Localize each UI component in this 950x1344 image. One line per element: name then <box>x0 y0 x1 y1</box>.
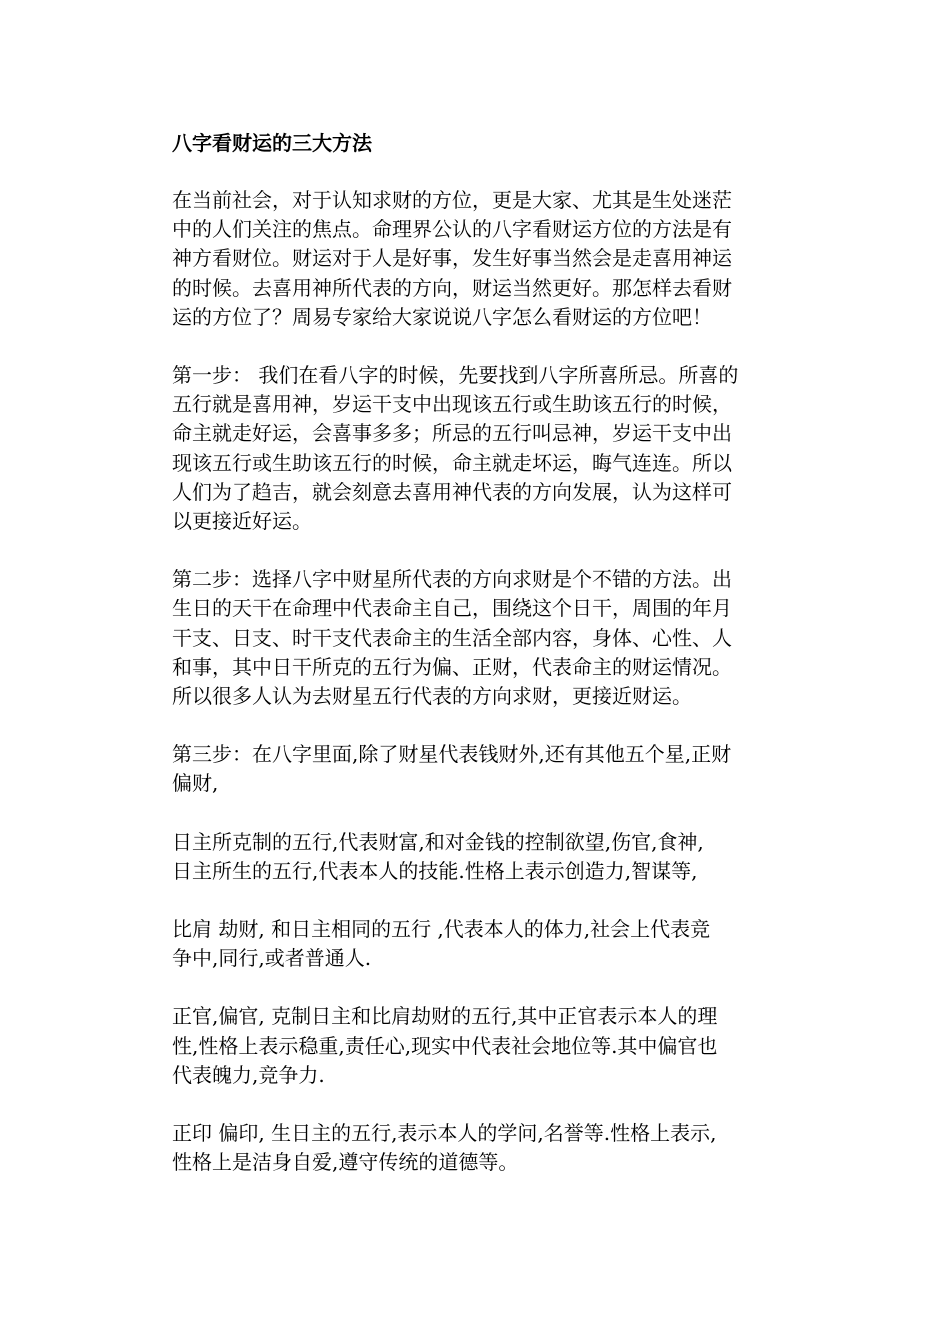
text-line: 以更接近好运。 <box>172 509 312 534</box>
text-line: 干支、日支、时干支代表命主的生活全部内容，身体、心性、人 <box>172 625 732 650</box>
text-line: 神方看财位。财运对于人是好事，发生好事当然会是走喜用神运 <box>172 246 732 271</box>
text-line: 在当前社会，对于认知求财的方位，更是大家、尤其是生处迷茫 <box>172 188 732 212</box>
paragraph <box>172 915 812 973</box>
paragraph <box>172 565 812 711</box>
text-line: 偏财, <box>172 771 219 796</box>
text-line: 现该五行或生助该五行的时候，命主就走坏运，晦气连连。所以 <box>172 450 732 475</box>
text-line: 性格上是洁身自爱,遵守传统的道德等。 <box>172 1150 519 1175</box>
text-line: 第一步： 我们在看八字的时候，先要找到八字所喜所忌。所喜的 <box>172 363 739 388</box>
paragraph <box>172 1002 812 1090</box>
text-line: 正官,偏官, 克制日主和比肩劫财的五行,其中正官表示本人的理 <box>172 1004 718 1029</box>
paragraph-list <box>172 186 812 1177</box>
text-line: 和事，其中日干所克的五行为偏、正财，代表命主的财运情况。 <box>172 654 732 679</box>
paragraph <box>172 740 812 798</box>
text-line: 比肩 劫财, 和日主相同的五行 ,代表本人的体力,社会上代表竞 <box>172 917 711 942</box>
text-line: 性,性格上表示稳重,责任心,现实中代表社会地位等.其中偏官也 <box>172 1033 718 1058</box>
text-line: 代表魄力,竞争力. <box>172 1062 325 1087</box>
text-line: 所以很多人认为去财星五行代表的方向求财，更接近财运。 <box>172 684 692 709</box>
text-line: 中的人们关注的焦点。命理界公认的八字看财运方位的方法是有 <box>172 217 732 242</box>
text-line: 日主所克制的五行,代表财富,和对金钱的控制欲望,伤官,食神, <box>172 829 704 854</box>
text-line: 人们为了趋吉，就会刻意去喜用神代表的方向发展，认为这样可 <box>172 479 732 504</box>
text-line: 生日的天干在命理中代表命主自己，围绕这个日干，周围的年月 <box>172 596 732 621</box>
paragraph <box>172 1119 812 1177</box>
document-title: 八字看财运的三大方法 <box>172 131 372 155</box>
text-line: 日主所生的五行,代表本人的技能.性格上表示创造力,智谋等, <box>172 858 698 883</box>
text-line: 运的方位了？周易专家给大家说说八字怎么看财运的方位吧！ <box>172 304 712 329</box>
text-line: 争中,同行,或者普通人. <box>172 946 372 971</box>
text-line: 五行就是喜用神，岁运干支中出现该五行或生助该五行的时候， <box>172 392 732 417</box>
paragraph <box>172 361 812 536</box>
text-line: 第二步：选择八字中财星所代表的方向求财是个不错的方法。出 <box>172 567 732 592</box>
text-line: 第三步：在八字里面,除了财星代表钱财外,还有其他五个星,正财 <box>172 742 732 767</box>
paragraph <box>172 828 812 886</box>
text-line: 正印 偏印, 生日主的五行,表示本人的学问,名誉等.性格上表示, <box>172 1121 717 1146</box>
document-body <box>172 128 812 1206</box>
paragraph <box>172 186 812 332</box>
text-line: 命主就走好运，会喜事多多；所忌的五行叫忌神，岁运干支中出 <box>172 421 732 446</box>
text-line: 的时候。去喜用神所代表的方向，财运当然更好。那怎样去看财 <box>172 275 732 300</box>
